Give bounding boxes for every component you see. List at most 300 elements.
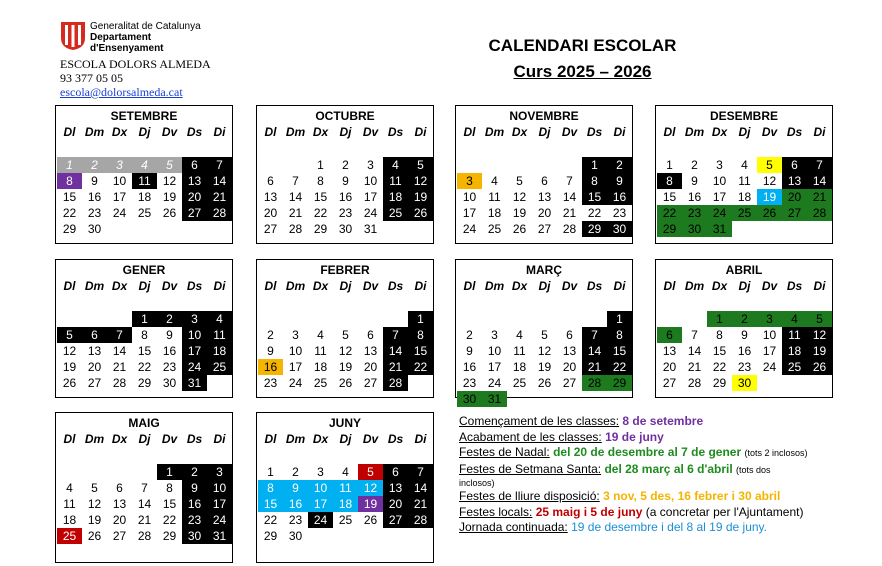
month-name: ABRIL bbox=[725, 263, 763, 277]
day-cell: 16 bbox=[338, 190, 353, 204]
day-cell: 21 bbox=[383, 359, 408, 375]
day-cell: 10 bbox=[487, 344, 502, 358]
day-cell: 22 bbox=[162, 513, 177, 527]
spacer-cell bbox=[308, 448, 333, 464]
day-cell: 8 bbox=[57, 173, 82, 189]
legend-end: Acabament de les classes: 19 de juny bbox=[459, 429, 664, 444]
day-cell: 16 bbox=[462, 360, 477, 374]
month-name: MARÇ bbox=[526, 263, 562, 277]
spacer-cell bbox=[757, 141, 782, 157]
day-cell: 21 bbox=[408, 496, 433, 512]
weekday-header: Di bbox=[213, 125, 226, 139]
spacer-cell bbox=[657, 141, 682, 157]
spacer-cell bbox=[807, 141, 832, 157]
weekday-header: Dj bbox=[138, 432, 151, 446]
day-cell: 26 bbox=[512, 222, 527, 236]
month-days-grid bbox=[457, 278, 632, 407]
day-cell: 28 bbox=[582, 375, 607, 391]
day-cell: 8 bbox=[607, 327, 632, 343]
month-name: DESEMBRE bbox=[709, 109, 778, 123]
day-cell: 16 bbox=[162, 344, 177, 358]
day-cell: 13 bbox=[182, 173, 207, 189]
spacer-cell bbox=[782, 295, 807, 311]
spacer-cell bbox=[557, 141, 582, 157]
day-cell: 18 bbox=[383, 189, 408, 205]
spacer-cell bbox=[358, 448, 383, 464]
month-gener bbox=[55, 259, 233, 398]
spacer-cell bbox=[333, 141, 358, 157]
day-cell: 15 bbox=[662, 190, 677, 204]
spacer-cell bbox=[258, 295, 283, 311]
day-cell: 13 bbox=[537, 190, 552, 204]
day-cell: 27 bbox=[562, 376, 577, 390]
day-cell: 19 bbox=[162, 190, 177, 204]
weekday-header: Ds bbox=[786, 279, 803, 293]
spacer-cell bbox=[308, 141, 333, 157]
day-cell: 25 bbox=[383, 205, 408, 221]
day-cell: 2 bbox=[607, 157, 632, 173]
day-cell: 28 bbox=[137, 529, 152, 543]
day-cell: 31 bbox=[182, 375, 207, 391]
day-cell: 10 bbox=[308, 480, 333, 496]
month-days-grid bbox=[57, 124, 232, 237]
empty-cell bbox=[557, 311, 582, 327]
empty-cell bbox=[383, 311, 408, 327]
day-cell: 25 bbox=[732, 205, 757, 221]
day-cell: 4 bbox=[342, 465, 349, 479]
day-cell: 13 bbox=[562, 344, 577, 358]
day-cell: 29 bbox=[263, 529, 278, 543]
day-cell: 15 bbox=[258, 496, 283, 512]
month-days-grid bbox=[57, 431, 232, 544]
legend-locals: Festes locals: 25 maig i 5 de juny (a concretar per l'Ajuntament) bbox=[459, 504, 804, 519]
day-cell: 22 bbox=[263, 513, 278, 527]
day-cell: 9 bbox=[182, 480, 207, 496]
day-cell: 29 bbox=[313, 222, 328, 236]
day-cell: 23 bbox=[162, 360, 177, 374]
day-cell: 5 bbox=[807, 311, 832, 327]
weekday-header: Dj bbox=[138, 125, 151, 139]
day-cell: 25 bbox=[313, 376, 328, 390]
day-cell: 24 bbox=[308, 512, 333, 528]
day-cell: 6 bbox=[782, 157, 807, 173]
day-cell: 5 bbox=[157, 157, 182, 173]
day-cell: 5 bbox=[757, 157, 782, 173]
day-cell: 12 bbox=[62, 344, 77, 358]
day-cell: 1 bbox=[607, 311, 632, 327]
empty-cell bbox=[308, 311, 333, 327]
weekday-header: Dl bbox=[663, 125, 676, 139]
weekday-header: Ds bbox=[387, 279, 404, 293]
day-cell: 22 bbox=[712, 360, 727, 374]
spacer-cell bbox=[532, 141, 557, 157]
day-cell: 11 bbox=[383, 173, 408, 189]
day-cell: 10 bbox=[462, 190, 477, 204]
day-cell: 31 bbox=[707, 221, 732, 237]
day-cell: 9 bbox=[91, 174, 98, 188]
empty-cell bbox=[283, 311, 308, 327]
day-cell: 24 bbox=[363, 206, 378, 220]
day-cell: 3 bbox=[367, 158, 374, 172]
spacer-cell bbox=[333, 448, 358, 464]
day-cell: 17 bbox=[462, 206, 477, 220]
day-cell: 6 bbox=[383, 464, 408, 480]
empty-cell bbox=[82, 464, 107, 480]
day-cell: 18 bbox=[333, 496, 358, 512]
day-cell: 19 bbox=[537, 360, 552, 374]
day-cell: 20 bbox=[112, 513, 127, 527]
day-cell: 28 bbox=[112, 376, 127, 390]
spacer-cell bbox=[383, 295, 408, 311]
spacer-cell bbox=[308, 295, 333, 311]
day-cell: 30 bbox=[87, 222, 102, 236]
day-cell: 18 bbox=[782, 343, 807, 359]
month-days-grid bbox=[457, 124, 632, 237]
empty-cell bbox=[532, 311, 557, 327]
spacer-cell bbox=[57, 448, 82, 464]
weekday-header: Dx bbox=[312, 432, 329, 446]
day-cell: 2 bbox=[466, 328, 473, 342]
weekday-header: Dv bbox=[761, 125, 778, 139]
day-cell: 14 bbox=[137, 497, 152, 511]
day-cell: 12 bbox=[358, 480, 383, 496]
day-cell: 26 bbox=[162, 206, 177, 220]
empty-cell bbox=[482, 311, 507, 327]
spacer-cell bbox=[283, 448, 308, 464]
spacer-cell bbox=[507, 295, 532, 311]
weekday-header: Dj bbox=[339, 125, 352, 139]
day-cell: 28 bbox=[807, 205, 832, 221]
weekday-header: Dx bbox=[511, 279, 528, 293]
day-cell: 7 bbox=[807, 157, 832, 173]
weekday-header: Di bbox=[813, 279, 826, 293]
day-cell: 26 bbox=[338, 376, 353, 390]
legend-jornada: Jornada continuada: 19 de desembre i del 8 al 19 de juny. bbox=[459, 520, 768, 534]
month-desembre bbox=[655, 105, 833, 244]
day-cell: 19 bbox=[358, 496, 383, 512]
empty-cell bbox=[283, 157, 308, 173]
day-cell: 21 bbox=[112, 360, 127, 374]
empty-cell bbox=[258, 311, 283, 327]
day-cell: 6 bbox=[182, 157, 207, 173]
day-cell: 12 bbox=[762, 174, 777, 188]
day-cell: 17 bbox=[363, 190, 378, 204]
day-cell: 21 bbox=[807, 189, 832, 205]
day-cell: 11 bbox=[513, 344, 526, 358]
day-cell: 23 bbox=[182, 512, 207, 528]
day-cell: 27 bbox=[537, 222, 552, 236]
spacer-cell bbox=[707, 295, 732, 311]
day-cell: 11 bbox=[207, 327, 232, 343]
month-novembre bbox=[455, 105, 633, 244]
spacer-cell bbox=[82, 295, 107, 311]
weekday-header: Ds bbox=[786, 125, 803, 139]
weekday-header: Dx bbox=[111, 432, 128, 446]
spacer-cell bbox=[258, 141, 283, 157]
day-cell: 9 bbox=[741, 328, 748, 342]
day-cell: 21 bbox=[582, 359, 607, 375]
day-cell: 12 bbox=[537, 344, 552, 358]
day-cell: 9 bbox=[267, 344, 274, 358]
day-cell: 11 bbox=[314, 344, 327, 358]
day-cell: 27 bbox=[87, 376, 102, 390]
spacer-cell bbox=[682, 295, 707, 311]
empty-cell bbox=[657, 311, 682, 327]
weekday-header: Dj bbox=[538, 279, 551, 293]
empty-cell bbox=[57, 311, 82, 327]
day-cell: 20 bbox=[383, 496, 408, 512]
weekday-header: Dm bbox=[484, 125, 505, 139]
day-cell: 28 bbox=[687, 376, 702, 390]
weekday-header: Dl bbox=[463, 125, 476, 139]
day-cell: 7 bbox=[383, 327, 408, 343]
school-email-link[interactable]: escola@dolorsalmeda.cat bbox=[60, 85, 183, 99]
day-cell: 12 bbox=[338, 344, 353, 358]
school-phone: 93 377 05 05 bbox=[60, 71, 123, 85]
day-cell: 26 bbox=[62, 376, 77, 390]
legend-nadal: Festes de Nadal: del 20 de desembre al 7 de gener (tots 2 inclosos) bbox=[459, 445, 808, 459]
day-cell: 18 bbox=[137, 190, 152, 204]
day-cell: 6 bbox=[82, 327, 107, 343]
day-cell: 10 bbox=[207, 480, 232, 496]
spacer-cell bbox=[107, 141, 132, 157]
day-cell: 29 bbox=[137, 376, 152, 390]
weekday-header: Dl bbox=[63, 432, 76, 446]
spacer-cell bbox=[258, 448, 283, 464]
day-cell: 19 bbox=[408, 189, 433, 205]
day-cell: 15 bbox=[313, 190, 328, 204]
day-cell: 30 bbox=[682, 221, 707, 237]
day-cell: 7 bbox=[207, 157, 232, 173]
day-cell: 5 bbox=[516, 174, 523, 188]
day-cell: 17 bbox=[288, 360, 303, 374]
day-cell: 4 bbox=[782, 311, 807, 327]
day-cell: 16 bbox=[87, 190, 102, 204]
day-cell: 30 bbox=[162, 376, 177, 390]
course-subtitle: Curs 2025 – 2026 bbox=[513, 62, 652, 81]
day-cell: 9 bbox=[691, 174, 698, 188]
spacer-cell bbox=[132, 448, 157, 464]
day-cell: 1 bbox=[267, 465, 274, 479]
day-cell: 22 bbox=[313, 206, 328, 220]
day-cell: 24 bbox=[182, 359, 207, 375]
day-cell: 7 bbox=[582, 327, 607, 343]
day-cell: 29 bbox=[712, 376, 727, 390]
day-cell: 15 bbox=[162, 497, 177, 511]
spacer-cell bbox=[582, 295, 607, 311]
spacer-cell bbox=[283, 141, 308, 157]
weekday-header: Di bbox=[213, 432, 226, 446]
spacer-cell bbox=[107, 295, 132, 311]
empty-cell bbox=[582, 311, 607, 327]
day-cell: 27 bbox=[782, 205, 807, 221]
day-cell: 17 bbox=[487, 360, 502, 374]
day-cell: 23 bbox=[682, 205, 707, 221]
spacer-cell bbox=[207, 295, 232, 311]
day-cell: 20 bbox=[782, 189, 807, 205]
day-cell: 17 bbox=[207, 496, 232, 512]
day-cell: 16 bbox=[182, 496, 207, 512]
weekday-header: Ds bbox=[186, 125, 203, 139]
day-cell: 13 bbox=[363, 344, 378, 358]
day-cell: 4 bbox=[741, 158, 748, 172]
day-cell: 5 bbox=[541, 328, 548, 342]
weekday-header: Dm bbox=[84, 125, 105, 139]
day-cell: 10 bbox=[363, 174, 378, 188]
month-days-grid bbox=[657, 124, 832, 237]
month-name: JUNY bbox=[328, 416, 361, 430]
day-cell: 16 bbox=[258, 359, 283, 375]
day-cell: 2 bbox=[292, 465, 299, 479]
day-cell: 5 bbox=[358, 464, 383, 480]
day-cell: 13 bbox=[263, 190, 278, 204]
spacer-cell bbox=[383, 141, 408, 157]
day-cell: 9 bbox=[607, 173, 632, 189]
month-setembre bbox=[55, 105, 233, 244]
month-days-grid bbox=[258, 124, 433, 237]
day-cell: 12 bbox=[512, 190, 527, 204]
day-cell: 12 bbox=[807, 327, 832, 343]
day-cell: 28 bbox=[562, 222, 577, 236]
day-cell: 3 bbox=[317, 465, 324, 479]
day-cell: 7 bbox=[107, 327, 132, 343]
day-cell: 26 bbox=[807, 359, 832, 375]
day-cell: 15 bbox=[607, 343, 632, 359]
day-cell: 23 bbox=[288, 513, 303, 527]
empty-cell bbox=[333, 311, 358, 327]
day-cell: 26 bbox=[87, 529, 102, 543]
day-cell: 13 bbox=[782, 173, 807, 189]
day-cell: 23 bbox=[263, 376, 278, 390]
weekday-header: Di bbox=[213, 279, 226, 293]
day-cell: 17 bbox=[712, 190, 727, 204]
day-cell: 4 bbox=[383, 157, 408, 173]
month-days-grid bbox=[258, 278, 433, 391]
weekday-header: Dx bbox=[111, 279, 128, 293]
day-cell: 23 bbox=[737, 360, 752, 374]
day-cell: 14 bbox=[687, 344, 702, 358]
day-cell: 23 bbox=[612, 206, 627, 220]
day-cell: 7 bbox=[566, 174, 573, 188]
day-cell: 22 bbox=[657, 205, 682, 221]
empty-cell bbox=[482, 157, 507, 173]
day-cell: 19 bbox=[757, 189, 782, 205]
spacer-cell bbox=[507, 141, 532, 157]
day-cell: 16 bbox=[737, 344, 752, 358]
month-name: OCTUBRE bbox=[315, 109, 375, 123]
day-cell: 22 bbox=[62, 206, 77, 220]
weekday-header: Dm bbox=[84, 279, 105, 293]
day-cell: 19 bbox=[807, 343, 832, 359]
day-cell: 18 bbox=[487, 206, 502, 220]
day-cell: 26 bbox=[363, 513, 378, 527]
day-cell: 20 bbox=[662, 360, 677, 374]
day-cell: 8 bbox=[166, 481, 173, 495]
day-cell: 6 bbox=[367, 328, 374, 342]
day-cell: 31 bbox=[482, 391, 507, 407]
day-cell: 24 bbox=[487, 376, 502, 390]
day-cell: 11 bbox=[333, 480, 358, 496]
spacer-cell bbox=[408, 141, 433, 157]
day-cell: 6 bbox=[541, 174, 548, 188]
day-cell: 15 bbox=[408, 343, 433, 359]
weekday-header: Ds bbox=[586, 125, 603, 139]
day-cell: 21 bbox=[288, 206, 303, 220]
generalitat-logo bbox=[60, 22, 86, 50]
spacer-cell bbox=[358, 295, 383, 311]
day-cell: 25 bbox=[137, 206, 152, 220]
day-cell: 2 bbox=[182, 464, 207, 480]
spacer-cell bbox=[732, 141, 757, 157]
legend-lliure: Festes de lliure disposició: 3 nov, 5 des, 16 febrer i 30 abril bbox=[459, 489, 781, 503]
weekday-header: Dm bbox=[285, 125, 306, 139]
spacer-cell bbox=[732, 295, 757, 311]
day-cell: 3 bbox=[207, 464, 232, 480]
day-cell: 25 bbox=[338, 513, 353, 527]
day-cell: 5 bbox=[342, 328, 349, 342]
weekday-header: Dv bbox=[561, 125, 578, 139]
weekday-header: Dv bbox=[161, 432, 178, 446]
spacer-cell bbox=[482, 295, 507, 311]
day-cell: 29 bbox=[582, 221, 607, 237]
weekday-header: Dm bbox=[285, 279, 306, 293]
day-cell: 24 bbox=[288, 376, 303, 390]
month-març bbox=[455, 259, 633, 406]
legend-start: Començament de les classes: 8 de setembre bbox=[459, 414, 704, 428]
weekday-header: Ds bbox=[586, 279, 603, 293]
weekday-header: Dl bbox=[264, 279, 277, 293]
empty-cell bbox=[457, 311, 482, 327]
weekday-header: Di bbox=[414, 279, 427, 293]
day-cell: 4 bbox=[317, 328, 324, 342]
day-cell: 16 bbox=[687, 190, 702, 204]
day-cell: 13 bbox=[662, 344, 677, 358]
day-cell: 7 bbox=[292, 174, 299, 188]
day-cell: 22 bbox=[607, 359, 632, 375]
day-cell: 30 bbox=[457, 391, 482, 407]
spacer-cell bbox=[57, 295, 82, 311]
page-title bbox=[470, 33, 695, 85]
spacer-cell bbox=[408, 448, 433, 464]
weekday-header: Dj bbox=[738, 279, 751, 293]
day-cell: 3 bbox=[182, 311, 207, 327]
spacer-cell bbox=[207, 448, 232, 464]
day-cell: 28 bbox=[288, 222, 303, 236]
day-cell: 6 bbox=[657, 327, 682, 343]
day-cell: 25 bbox=[57, 528, 82, 544]
day-cell: 8 bbox=[582, 173, 607, 189]
spacer-cell bbox=[707, 141, 732, 157]
day-cell: 2 bbox=[82, 157, 107, 173]
spacer-cell bbox=[157, 141, 182, 157]
weekday-header: Di bbox=[613, 125, 626, 139]
spacer-cell bbox=[782, 141, 807, 157]
day-cell: 12 bbox=[87, 497, 102, 511]
day-cell: 17 bbox=[112, 190, 127, 204]
day-cell: 20 bbox=[263, 206, 278, 220]
day-cell: 3 bbox=[757, 311, 782, 327]
weekday-header: Dl bbox=[663, 279, 676, 293]
weekday-header: Dj bbox=[738, 125, 751, 139]
day-cell: 18 bbox=[512, 360, 527, 374]
month-days-grid bbox=[657, 278, 832, 391]
day-cell: 26 bbox=[537, 376, 552, 390]
spacer-cell bbox=[182, 295, 207, 311]
weekday-header: Di bbox=[414, 432, 427, 446]
day-cell: 4 bbox=[491, 174, 498, 188]
weekday-header: Dx bbox=[711, 125, 728, 139]
empty-cell bbox=[82, 311, 107, 327]
